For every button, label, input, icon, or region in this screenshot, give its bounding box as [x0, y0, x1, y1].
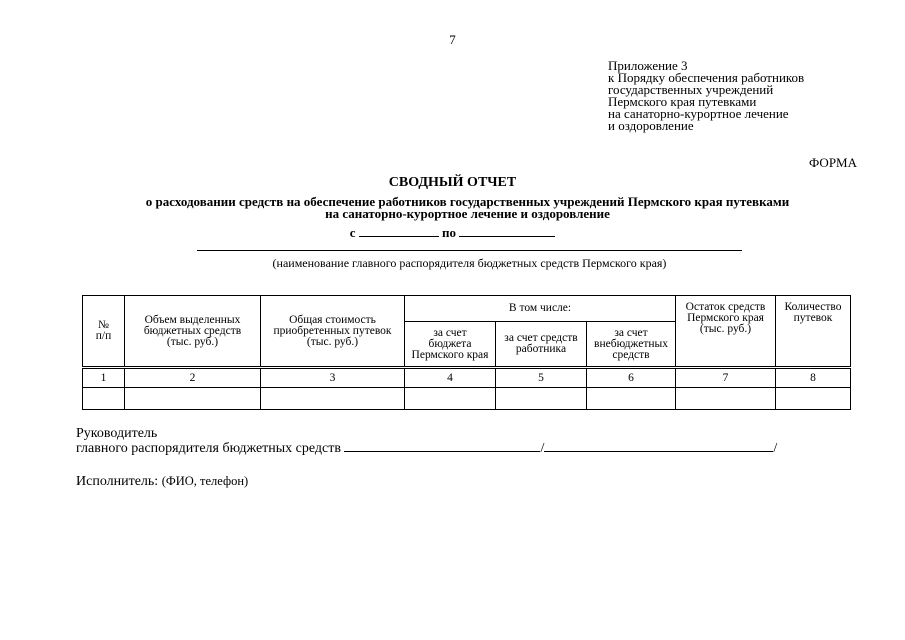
header-quantity: Количество путевок [776, 296, 851, 368]
header-remainder: Остаток средств Пермского края (тыс. руб.) [676, 296, 776, 368]
header-worker-funds: за счет средств работника [496, 322, 587, 368]
page-number: 7 [449, 32, 456, 47]
data-cell[interactable] [405, 388, 496, 410]
header-extrabudget-funds: за счет внебюджетных средств [587, 322, 676, 368]
period-from-label: с [349, 225, 356, 240]
header-allocated-funds: Объем выделенных бюджетных средств (тыс. руб.) [125, 296, 261, 368]
org-name-caption: (наименование главного распорядителя бюджетных средств Пермского края) [272, 256, 667, 270]
data-cell[interactable] [496, 388, 587, 410]
executor-hint: (ФИО, телефон) [161, 474, 249, 488]
subtitle-line: о расходовании средств на обеспечение работников государственных учреждений Пермского края путевками [145, 194, 790, 209]
header-number: № п/п [83, 296, 125, 368]
appendix-line: на санаторно-курортное лечение [608, 106, 789, 121]
column-number-cell: 6 [587, 368, 676, 388]
appendix-line: государственных учреждений [608, 82, 774, 97]
data-cell[interactable] [676, 388, 776, 410]
data-cell[interactable] [125, 388, 261, 410]
report-title: СВОДНЫЙ ОТЧЕТ [388, 175, 517, 190]
signature-line [76, 441, 777, 455]
signature-role: Руководитель [76, 426, 158, 441]
executor-label: Исполнитель: [76, 474, 159, 489]
column-number-cell: 3 [261, 368, 405, 388]
signature-slash: / [773, 441, 778, 456]
appendix-line: Пермского края путевками [608, 94, 757, 109]
header-including: В том числе: [405, 296, 676, 322]
executor-line [76, 474, 248, 490]
column-number-cell: 7 [676, 368, 776, 388]
period-to-label: по [442, 225, 457, 240]
signature-name-blank[interactable] [544, 441, 773, 452]
appendix-line: Приложение 3 [608, 58, 688, 73]
data-cell[interactable] [83, 388, 125, 410]
period-from-blank[interactable] [359, 226, 439, 237]
header-total-cost: Общая стоимость приобретенных путевок (тыс. руб.) [261, 296, 405, 368]
appendix-note [608, 60, 804, 132]
period-to-blank[interactable] [459, 226, 555, 237]
column-number-cell: 8 [776, 368, 851, 388]
data-cell[interactable] [587, 388, 676, 410]
form-label: ФОРМА [809, 155, 857, 170]
column-number-cell: 5 [496, 368, 587, 388]
column-number-cell: 4 [405, 368, 496, 388]
report-period [0, 225, 905, 241]
report-subtitle [60, 196, 875, 220]
signature-role-detail: главного распорядителя бюджетных средств [76, 441, 341, 456]
header-budget-funds: за счет бюджета Пермского края [405, 322, 496, 368]
signature-blank[interactable] [344, 441, 540, 452]
data-cell[interactable] [776, 388, 851, 410]
signature-slash: / [540, 441, 545, 456]
data-cell[interactable] [261, 388, 405, 410]
appendix-line: к Порядку обеспечения работников [608, 70, 805, 85]
org-name-line[interactable] [197, 250, 742, 251]
column-number-cell: 2 [125, 368, 261, 388]
report-table [82, 295, 851, 410]
appendix-line: и оздоровление [608, 118, 694, 133]
column-number-cell: 1 [83, 368, 125, 388]
subtitle-line: на санаторно-курортное лечение и оздоровление [325, 206, 610, 221]
